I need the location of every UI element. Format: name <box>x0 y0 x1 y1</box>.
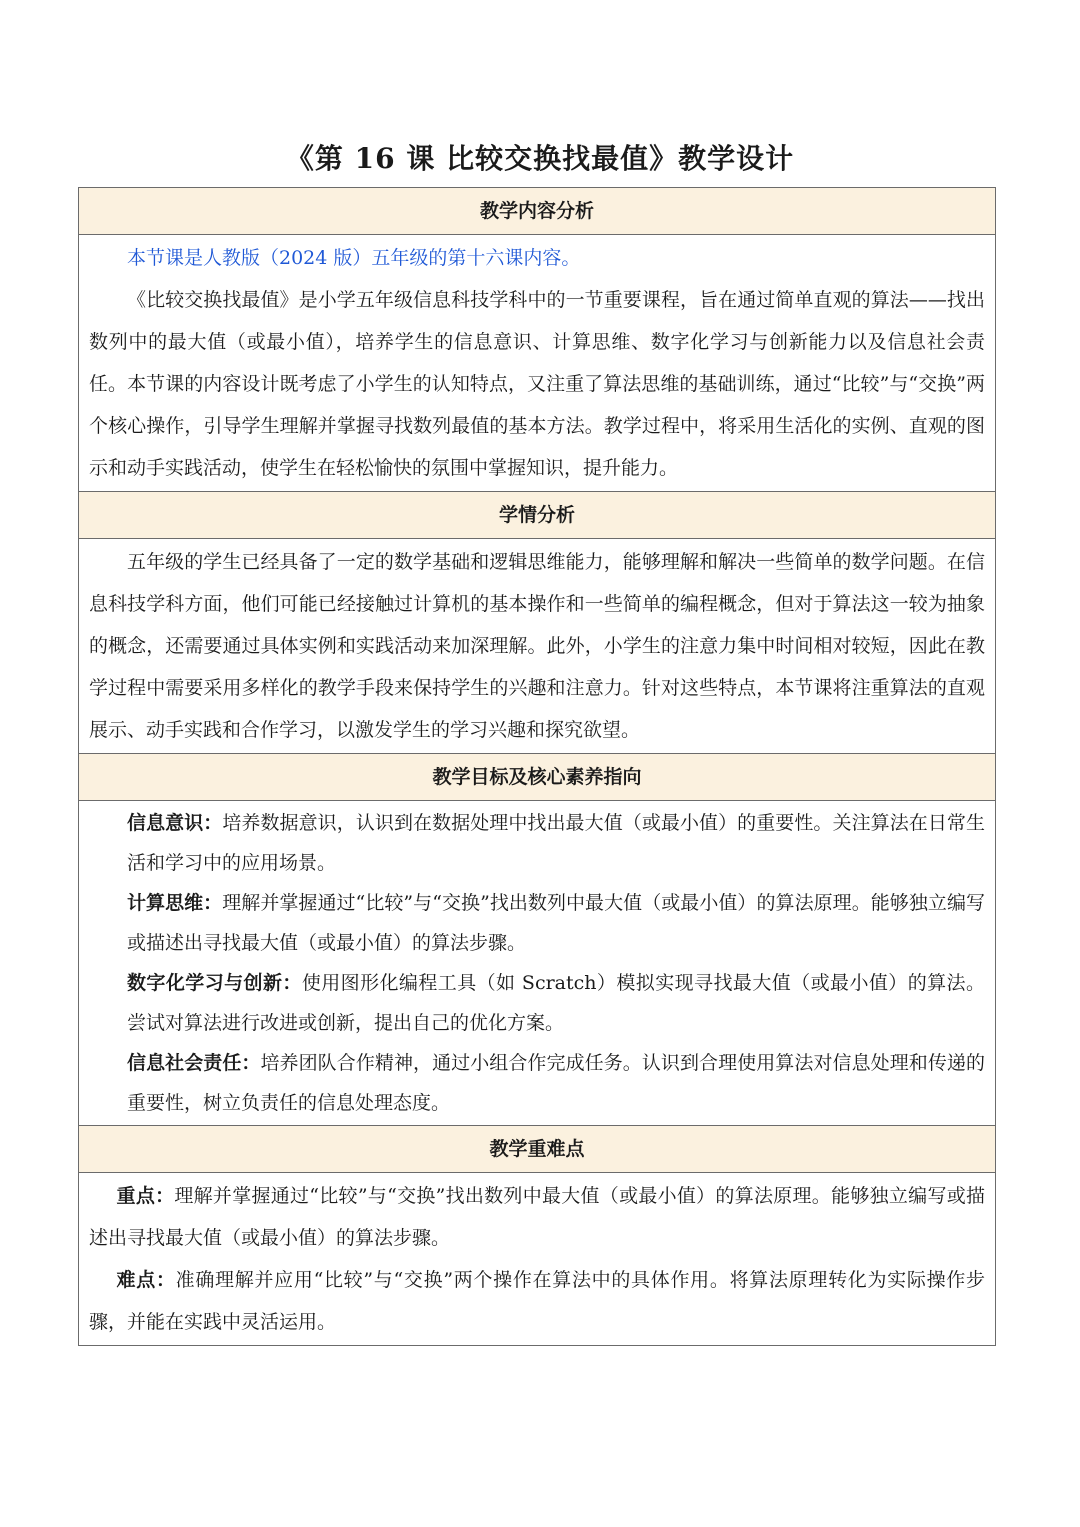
section-body-learner-analysis <box>79 539 995 754</box>
section-header-content-analysis: 教学内容分析 <box>79 188 995 235</box>
key-point-text: 准确理解并应用“比较”与“交换”两个操作在算法中的具体作用。将算法原理转化为实际操作步骤，并能在实践中灵活运用。 <box>89 1269 985 1333</box>
goal-item <box>127 963 985 1043</box>
document-title: 《第 16 课 比较交换找最值》教学设计 <box>285 142 795 175</box>
goal-text: 培养团队合作精神，通过小组合作完成任务。认识到合理使用算法对信息处理和传递的重要性，树立负责任的信息处理态度。 <box>127 1052 985 1114</box>
key-point-label: 难点： <box>116 1269 176 1291</box>
section-body-content-analysis <box>79 235 995 492</box>
goal-text: 使用图形化编程工具（如 Scratch）模拟实现寻找最大值（或最小值）的算法。尝试对算法进行改进或创新，提出自己的优化方案。 <box>127 972 985 1034</box>
key-point-item <box>89 1259 985 1343</box>
key-point-label: 重点： <box>116 1185 175 1207</box>
section-header-goals: 教学目标及核心素养指向 <box>79 754 995 801</box>
content-analysis-paragraph: 《比较交换找最值》是小学五年级信息科技学科中的一节重要课程，旨在通过简单直观的算法——找出数列中的最大值（或最小值），培养学生的信息意识、计算思维、数字化学习与创新能力以及信息社会责任。本节课的内容设计既考虑了小学生的认知特点，又注重了算法思维的基础训练，通过“比较”与“交换”两个核心操作，引导学生理解并掌握寻找数列最值的基本方法。教学过程中，将采用生活化的实例、直观的图示和动手实践活动，使学生在轻松愉快的氛围中掌握知识，提升能力。 <box>89 289 985 479</box>
key-point-text: 理解并掌握通过“比较”与“交换”找出数列中最大值（或最小值）的算法原理。能够独立编写或描述出寻找最大值（或最小值）的算法步骤。 <box>89 1185 985 1249</box>
content-analysis-intro: 本节课是人教版（2024 版）五年级的第十六课内容。 <box>127 247 581 269</box>
lesson-plan-table <box>78 187 996 1346</box>
section-header-learner-analysis: 学情分析 <box>79 492 995 539</box>
key-point-item <box>89 1175 985 1259</box>
goal-item <box>127 1043 985 1123</box>
section-body-key-points <box>79 1173 995 1345</box>
section-header-key-points: 教学重难点 <box>79 1126 995 1173</box>
goal-text: 理解并掌握通过“比较”与“交换”找出数列中最大值（或最小值）的算法原理。能够独立编写或描述出寻找最大值（或最小值）的算法步骤。 <box>127 892 985 954</box>
goal-text: 培养数据意识，认识到在数据处理中找出最大值（或最小值）的重要性。关注算法在日常生活和学习中的应用场景。 <box>127 812 985 874</box>
goal-label: 信息意识： <box>127 812 223 834</box>
learner-analysis-paragraph: 五年级的学生已经具备了一定的数学基础和逻辑思维能力，能够理解和解决一些简单的数学问题。在信息科技学科方面，他们可能已经接触过计算机的基本操作和一些简单的编程概念，但对于算法这一较为抽象的概念，还需要通过具体实例和实践活动来加深理解。此外，小学生的注意力集中时间相对较短，因此在教学过程中需要采用多样化的教学手段来保持学生的兴趣和注意力。针对这些特点，本节课将注重算法的直观展示、动手实践和合作学习，以激发学生的学习兴趣和探究欲望。 <box>89 551 985 741</box>
goal-item <box>127 803 985 883</box>
goal-item <box>127 883 985 963</box>
goal-label: 信息社会责任： <box>127 1052 261 1074</box>
section-body-goals <box>79 801 995 1126</box>
goal-label: 数字化学习与创新： <box>127 972 302 994</box>
goal-label: 计算思维： <box>127 892 223 914</box>
